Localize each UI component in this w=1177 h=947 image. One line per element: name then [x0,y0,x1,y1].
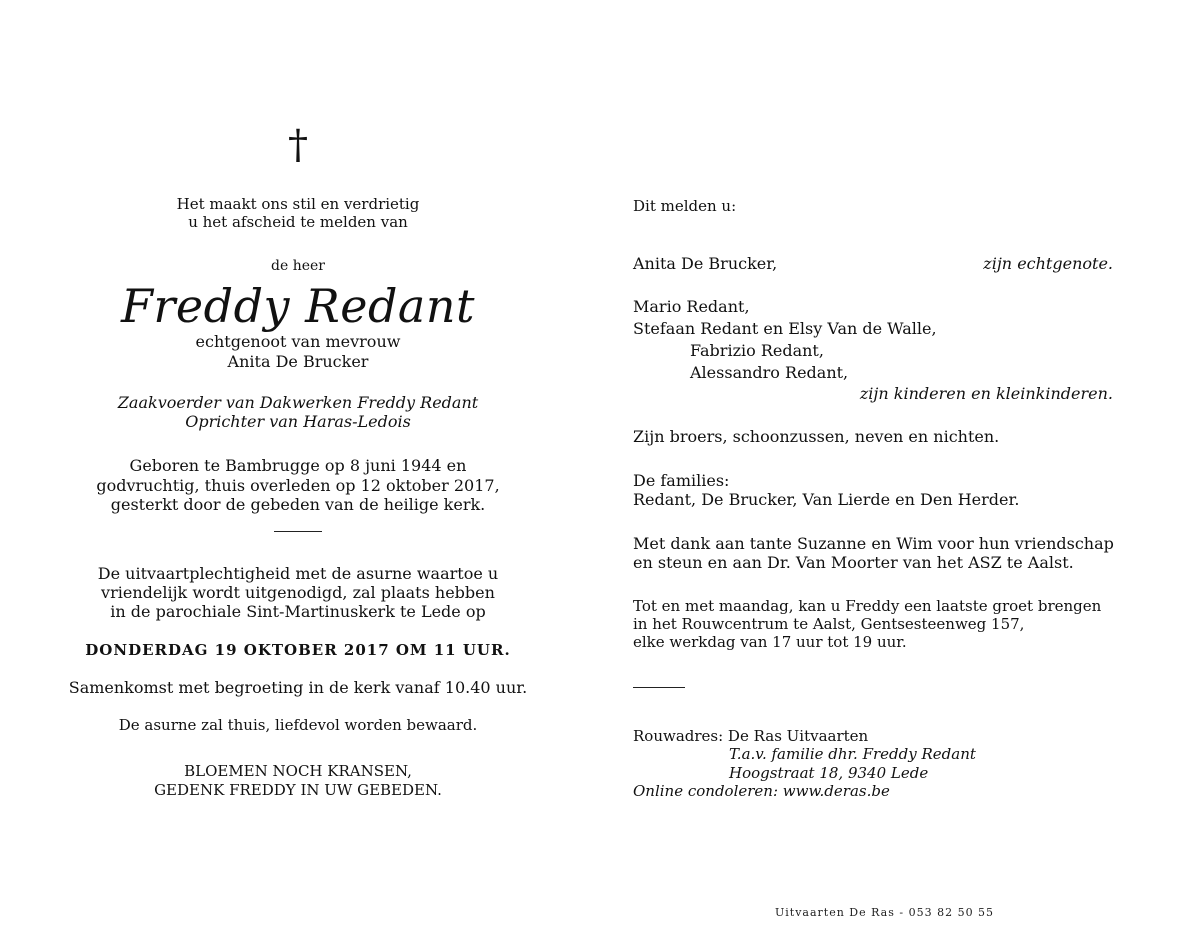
siblings-line: Zijn broers, schoonzussen, neven en nichten. [633,427,1000,446]
flowers-line-2: GEDENK FREDDY IN UW GEBEDEN. [154,781,442,799]
visit-line-1: Tot en met maandag, kan u Freddy een laatste groet brengen [633,597,1102,615]
born-line-3: gesterkt door de gebeden van de heilige kerk. [110,495,486,514]
deceased-name: Freddy Redant [121,279,475,333]
spouse-line-2: Anita De Brucker [227,352,369,371]
divider-right [633,687,685,688]
announce-label: Dit melden u: [633,197,737,215]
wife-role: zijn echtgenote. [983,254,1113,273]
funeral-date: DONDERDAG 19 OKTOBER 2017 OM 11 UUR. [85,641,511,659]
gathering-note: Samenkomst met begroeting in de kerk vanaf 10.40 uur. [68,678,528,697]
address-line-3: Hoogstraat 18, 9340 Lede [729,764,929,782]
funeral-line-3: in de parochiale Sint-Martinuskerk te Lede op [110,602,486,621]
thanks-line-2: en steun en aan Dr. Van Moorter van het ASZ te Aalst. [633,553,1074,572]
divider-left [274,531,322,532]
intro-line-1: Het maakt ons stil en verdrietig [176,195,420,213]
funeral-line-2: vriendelijk wordt uitgenodigd, zal plaats hebben [101,583,495,602]
born-line-2: godvruchtig, thuis overleden op 12 oktober 2017, [96,476,500,495]
visit-line-2: in het Rouwcentrum te Aalst, Gentsesteenweg 157, [633,615,1025,633]
visit-line-3: elke werkdag van 17 uur tot 19 uur. [633,633,907,651]
children-role: zijn kinderen en kleinkinderen. [859,384,1113,403]
salutation: de heer [271,258,325,274]
role-line-1: Zaakvoerder van Dakwerken Freddy Redant [117,393,479,412]
online-condolences: Online condoleren: www.deras.be [633,782,890,800]
flowers-line-1: BLOEMEN NOCH KRANSEN, [184,762,412,780]
grandchild-2: Alessandro Redant, [690,363,849,382]
born-line-1: Geboren te Bambrugge op 8 juni 1944 en [129,456,467,475]
address-line-1: Rouwadres: De Ras Uitvaarten [633,727,869,745]
child-2: Stefaan Redant en Elsy Van de Walle, [633,319,937,338]
urn-note: De asurne zal thuis, liefdevol worden bewaard. [118,716,478,734]
thanks-line-1: Met dank aan tante Suzanne en Wim voor hun vriendschap [633,534,1114,553]
child-1: Mario Redant, [633,297,750,316]
funeral-home-footer: Uitvaarten De Ras - 053 82 50 55 [775,906,995,919]
wife-name: Anita De Brucker, [633,254,778,273]
grandchild-1: Fabrizio Redant, [690,341,824,360]
spouse-line-1: echtgenoot van mevrouw [195,332,401,351]
families-list: Redant, De Brucker, Van Lierde en Den Herder. [633,490,1020,509]
intro-line-2: u het afscheid te melden van [188,213,408,231]
funeral-line-1: De uitvaartplechtigheid met de asurne waartoe u [97,564,499,583]
families-label: De families: [633,471,730,490]
cross-icon: † [288,122,308,168]
role-line-2: Oprichter van Haras-Ledois [185,412,411,431]
address-line-2: T.a.v. familie dhr. Freddy Redant [729,745,976,763]
